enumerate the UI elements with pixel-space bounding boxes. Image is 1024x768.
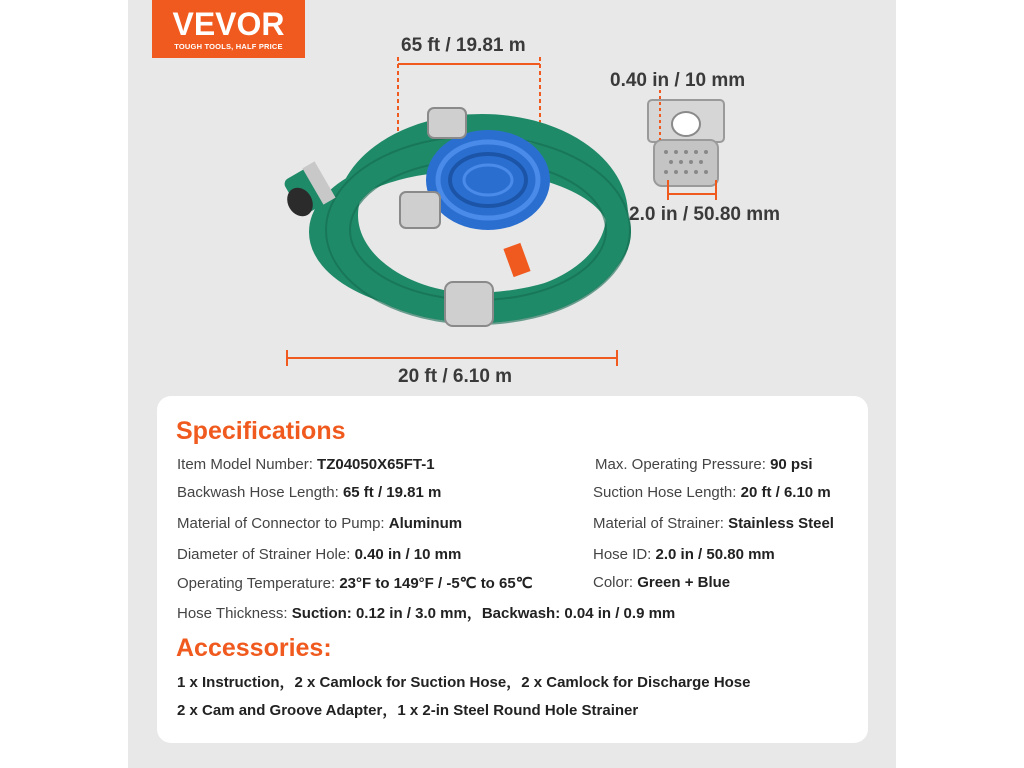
spec-row: Operating Temperature: 23°F to 149°F / -5℃ to 65℃ [177,575,533,592]
spec-row: Backwash Hose Length: 65 ft / 19.81 m [177,484,442,501]
spec-row: Suction Hose Length: 20 ft / 6.10 m [593,484,831,501]
accessories-line: 2 x Cam and Groove Adapter，1 x 2-in Steel Round Hole Strainer [177,702,639,719]
spec-row: Material of Connector to Pump: Aluminum [177,515,463,532]
strainer [648,90,724,200]
spec-row: Diameter of Strainer Hole: 0.40 in / 10 mm [177,546,462,563]
backwash-length-label: 65 ft / 19.81 m [401,35,526,56]
hose-label [503,243,530,277]
accessories-title: Accessories: [176,634,332,662]
accessories-line: 1 x Instruction，2 x Camlock for Suction Hose，2 x Camlock for Discharge Hose [177,674,751,691]
spec-row: Hose ID: 2.0 in / 50.80 mm [593,546,775,563]
spec-row: Max. Operating Pressure: 90 psi [595,456,813,473]
spec-row: Material of Strainer: Stainless Steel [593,515,834,532]
spec-row: Hose Thickness: Suction: 0.12 in / 3.0 mm，Backwash: 0.04 in / 0.9 mm [177,605,676,622]
suction-dimension-line [287,350,617,366]
strainer-hole-label: 0.40 in / 10 mm [610,70,746,91]
brand-name: VEVOR [172,6,285,42]
spec-row: Color: Green + Blue [593,574,731,591]
specifications-title: Specifications [176,417,346,445]
brand-tagline: TOUGH TOOLS, HALF PRICE [174,42,283,51]
suction-length-label: 20 ft / 6.10 m [398,366,513,387]
blue-backwash-hose [426,130,550,230]
spec-row: Item Model Number: TZ04050X65FT-1 [177,456,435,473]
strainer-diameter-label: 2.0 in / 50.80 mm [629,204,781,225]
